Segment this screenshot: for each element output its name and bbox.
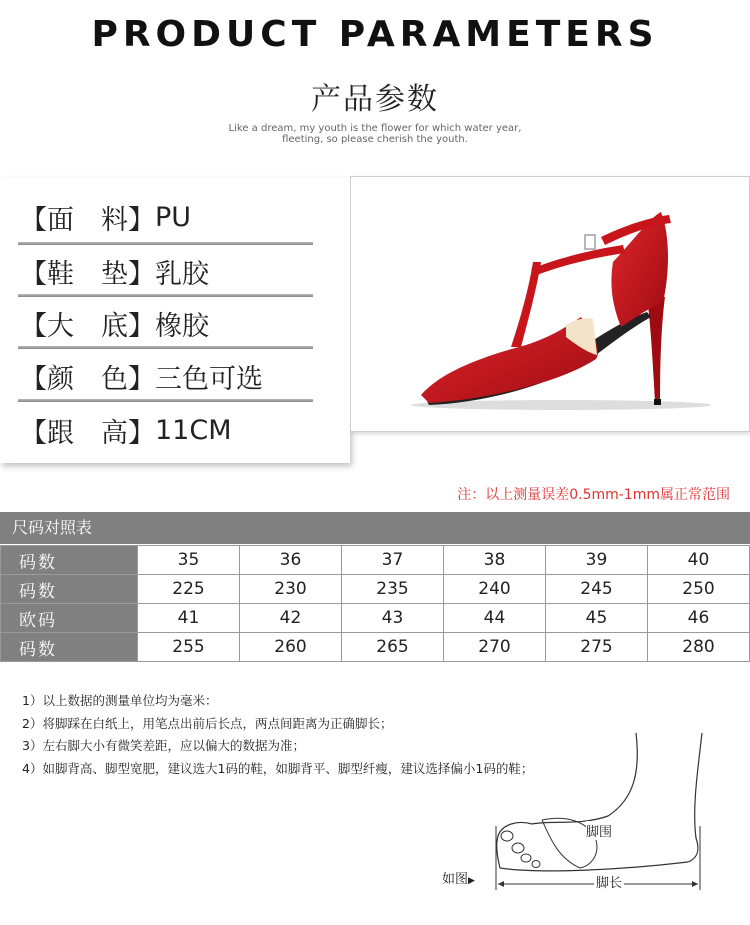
param-label: 【鞋 垫】 [20,258,155,290]
table-cell: 40 [648,546,750,575]
table-cell: 245 [546,575,648,604]
table-row [1,575,750,604]
size-grid [0,545,750,662]
table-cell: 42 [240,604,342,633]
table-cell: 41 [138,604,240,633]
row-head: 欧码 [1,604,138,633]
instruction-item: 4）如脚背高、脚型宽肥，建议选大1码的鞋，如脚背平、脚型纤瘦，建议选择偏小1码的鞋； [22,760,534,776]
size-chart [0,512,750,662]
slogan-line-2: fleeting, so please cherish the youth. [282,134,468,145]
size-chart-title: 尺码对照表 [0,512,750,544]
table-row [1,546,750,575]
param-value: 乳胶 [155,258,209,290]
param-value: 橡胶 [155,310,209,342]
param-row-outsole [20,303,209,343]
table-cell: 270 [444,633,546,662]
table-cell: 235 [342,575,444,604]
param-row-heel-height [20,410,232,450]
row-head: 码数 [1,546,138,575]
instruction-item: 3）左右脚大小有微笑差距，应以偏大的数据为准； [22,738,305,753]
table-cell: 280 [648,633,750,662]
table-cell: 35 [138,546,240,575]
ref-text: 如图 [442,872,469,887]
girth-label: 脚围 [586,821,612,840]
row-head: 码数 [1,575,138,604]
measurement-note: 注：以上测量误差0.5mm-1mm属正常范围 [457,487,730,503]
slogan [0,123,750,145]
table-cell: 38 [444,546,546,575]
param-row-color [20,356,263,396]
param-label: 【大 底】 [20,310,155,342]
table-cell: 37 [342,546,444,575]
slogan-line-1: Like a dream, my youth is the flower for which water year, [228,123,522,134]
page-title-en: PRODUCT PARAMETERS [91,14,659,55]
divider [18,242,313,245]
arrow-right-icon: ▶ [468,876,475,886]
table-cell: 44 [444,604,546,633]
param-row-material [20,197,191,237]
param-value: 11CM [155,414,232,446]
instruction-item: 1）以上数据的测量单位均为毫米： [22,693,218,708]
param-value: 三色可选 [155,363,263,395]
param-label: 【面 料】 [20,204,155,236]
reference-label [442,868,475,887]
param-row-insole [20,251,209,291]
table-cell: 250 [648,575,750,604]
instruction-item: 2）将脚踩在白纸上，用笔点出前后长点，两点间距离为正确脚长； [22,715,393,731]
foot-diagram [440,728,720,898]
param-label: 【颜 色】 [20,363,155,395]
row-head: 码数 [1,633,138,662]
length-label: 脚长 [594,872,624,891]
table-cell: 46 [648,604,750,633]
divider [18,399,313,402]
shoe-image [351,177,749,431]
param-value: PU [155,201,192,233]
divider [18,346,313,349]
product-photo [350,176,750,432]
table-row [1,633,750,662]
table-cell: 275 [546,633,648,662]
foot-outline [440,728,720,898]
table-cell: 265 [342,633,444,662]
table-cell: 225 [138,575,240,604]
params-card [0,178,350,463]
table-cell: 39 [546,546,648,575]
table-cell: 260 [240,633,342,662]
table-cell: 43 [342,604,444,633]
table-cell: 255 [138,633,240,662]
table-cell: 240 [444,575,546,604]
page-title-cn: 产品参数 [311,82,439,117]
table-row [1,604,750,633]
table-cell: 45 [546,604,648,633]
table-cell: 36 [240,546,342,575]
divider [18,294,313,297]
table-cell: 230 [240,575,342,604]
param-label: 【跟 高】 [20,417,155,449]
